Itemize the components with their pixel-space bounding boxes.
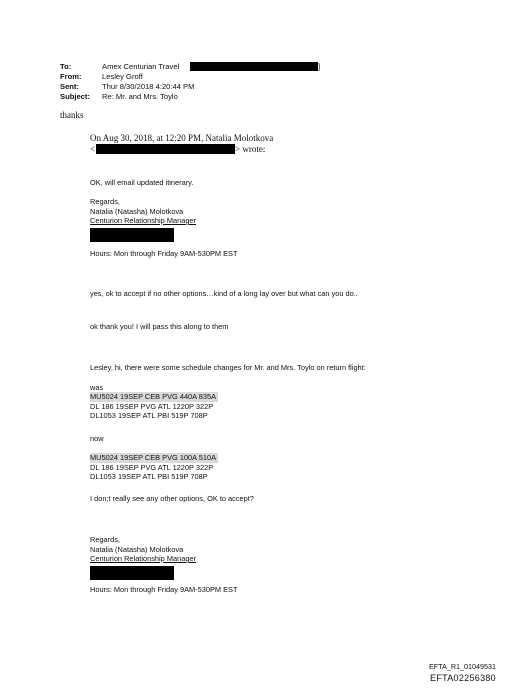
flight-line: DL1053 19SEP ATL PBI 519P 708P xyxy=(90,472,208,481)
flight-line: MU5024 19SEP CEB PVG 440A 835A xyxy=(90,392,216,401)
flight-line: DL 186 19SEP PVG ATL 1220P 322P xyxy=(90,401,214,411)
to-value: Amex Centurian Travel xyxy=(102,62,180,71)
bates-number-1: EFTA_R1_01049531 xyxy=(429,662,496,671)
quote-intro: On Aug 30, 2018, at 12:20 PM, Natalia Molotkova xyxy=(90,133,274,143)
from-label: From: xyxy=(60,72,82,81)
was-label: was xyxy=(90,383,104,392)
subject-value: Re: Mr. and Mrs. Toylo xyxy=(102,92,178,101)
redaction-bar xyxy=(96,144,235,154)
from-value: Lesley Groff xyxy=(102,72,143,81)
redaction-bar xyxy=(90,566,174,580)
message-line-yes: yes, ok to accept if no other options…kind of a long lay over but what can you do.. xyxy=(90,289,358,298)
quote-lt: < xyxy=(90,144,96,154)
now-label: now xyxy=(90,434,104,443)
flight-line: DL1053 19SEP ATL PBI 519P 708P xyxy=(90,411,208,420)
quote-wrote: > wrote: xyxy=(235,144,266,154)
flight-line: DL 186 19SEP PVG ATL 1220P 322P xyxy=(90,462,214,472)
redaction-bar xyxy=(190,62,321,71)
signature-2 xyxy=(90,535,290,597)
message-question: I don;t really see any other options, OK to accept? xyxy=(90,494,254,503)
bates-number-2: EFTA02256380 xyxy=(430,673,496,683)
message-line-ok: ok thank you! I will pass this along to them xyxy=(90,322,229,331)
sig-regards: Regards, xyxy=(90,535,120,544)
flight-line: MU5024 19SEP CEB PVG 100A 510A xyxy=(90,453,216,462)
message-line-1: OK, will email updated itinerary. xyxy=(90,178,194,187)
sig-title: Centurion Relationship Manager xyxy=(90,216,196,225)
subject-label: Subject: xyxy=(60,92,90,101)
quote-sender-line xyxy=(90,144,290,155)
sent-value: Thur 8/30/2018 4:20:44 PM xyxy=(102,82,195,91)
sig-title: Centurion Relationship Manager xyxy=(90,554,196,563)
sig-hours: Hours: Mon through Friday 9AM-530PM EST xyxy=(90,585,238,594)
reply-text: thanks xyxy=(60,110,84,120)
signature-1 xyxy=(90,197,290,259)
sig-hours: Hours: Mon through Friday 9AM-530PM EST xyxy=(90,249,238,258)
sig-name: Natalia (Natasha) Molotkova xyxy=(90,544,184,554)
email-header xyxy=(60,62,360,104)
to-redacted-suffix: ] xyxy=(318,62,321,71)
was-flights xyxy=(90,392,218,421)
sig-name: Natalia (Natasha) Molotkova xyxy=(90,206,184,216)
to-label: To: xyxy=(60,62,72,71)
now-flights xyxy=(90,453,218,482)
sig-regards: Regards, xyxy=(90,197,120,206)
redaction-bar xyxy=(90,228,174,242)
sent-label: Sent: xyxy=(60,82,79,91)
message-line-lesley: Lesley, hi, there were some schedule changes for Mr. and Mrs. Toylo on return flight: xyxy=(90,363,366,372)
